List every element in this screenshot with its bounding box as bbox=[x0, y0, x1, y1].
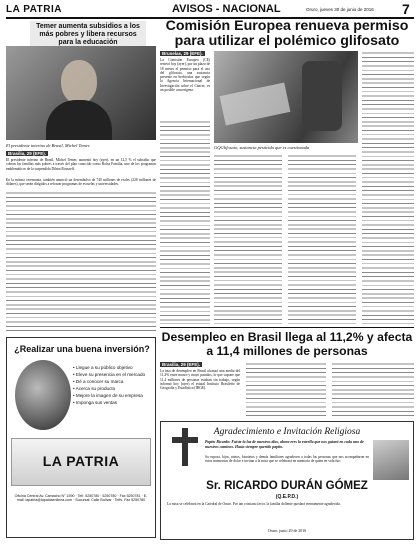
ad-logo-banner bbox=[11, 438, 151, 486]
list-item: • Imponga sus ventas bbox=[73, 400, 118, 405]
newspaper-logo: LA PATRIA bbox=[6, 4, 62, 15]
list-item: • Dé a conocer su marca bbox=[73, 379, 124, 384]
list-item: • Acerca su producto bbox=[73, 386, 116, 391]
list-item: • Eleve su presencia en el mercado bbox=[73, 372, 146, 377]
obituary-epigraph: Papito Ricardo: Fuiste la luz de nuestros días, ahora eres la estrella que nos guiará en cada uno de nuestros caminos. Hasta siempre querido papito. bbox=[205, 440, 364, 449]
bottom-article-col2-text bbox=[246, 362, 326, 418]
top-photo-caption: GQGlifosato, sustancia pesticida que es cuestionada bbox=[214, 145, 310, 150]
bottom-article-dateline: Brasilia, 29 (EFE). bbox=[162, 362, 201, 367]
left-article-continued-text bbox=[6, 191, 156, 334]
list-item: • Llegue a su público objetivo bbox=[73, 365, 133, 370]
bottom-article-p1: La tasa de desempleo en Brasil alcanzó una media del 11,2% entre marzo y mayo pasados, lo que supone que 11,4 millones de personas estaban sin trabajo, según informó hoy (ayer) el estatal Instituto Brasileño de Geografía y Estadística (IBGE). bbox=[160, 369, 240, 391]
qepd-label: (Q.E.P.D.) bbox=[275, 494, 299, 500]
top-article-col1-text bbox=[160, 120, 210, 324]
advertisement bbox=[6, 337, 156, 538]
obituary-notice bbox=[160, 421, 414, 540]
obituary-date: Oruro, junio 29 de 2016 bbox=[267, 528, 307, 533]
obituary-body: Su esposa, hijos, nietos, bisnietos y demás familiares agradecen a todas las personas que nos acompañaron en estos momentos de dolor e invitan a la misa que se celebrará en memoria de quien en vida fue: bbox=[205, 455, 369, 464]
glifosato-photo bbox=[214, 51, 358, 143]
obituary-title: Agradecimiento e Invitación Religiosa bbox=[213, 427, 361, 437]
ad-bullet-list bbox=[73, 364, 153, 406]
top-article-p1: La Comisión Europea (CE) renovó hoy (ayer), por un plazo de 18 meses el permiso para el uso del glifosato, una sustancia presente en herbicidas que según la Agencia Internacional de Investigación sobre el Cáncer, es un posible cancerígeno. bbox=[160, 58, 210, 93]
left-article-p2: En la misma ceremonia, también anunció un desembolso de 740 millones de reales (228 millones de dólares), que serán dirigidos a reforzar programas de escuelas y universidades. bbox=[6, 178, 156, 187]
left-article-p1: El presidente interino de Brasil, Michel Temer, aumentó hoy (ayer), en un 12,5 % el subsidio que cobran las familias más pobres a través del plan conocido como Bolsa Familia, uno de los programas emblemáticos de la suspendida Dilma Rousseff. bbox=[6, 158, 156, 171]
ad-brand: LA PATRIA bbox=[42, 453, 120, 469]
ad-question: ¿Realizar una buena inversión? bbox=[14, 344, 150, 354]
bottom-headline: Desempleo en Brasil llega al 11,2% y afecta a 11,4 millones de personas bbox=[161, 330, 413, 358]
deceased-name: Sr. RICARDO DURÁN GÓMEZ bbox=[206, 480, 368, 492]
top-article-col4-text bbox=[362, 51, 414, 324]
bottom-article-col3-text bbox=[332, 362, 414, 418]
obituary-closing: La misa se celebrará en la Catedral de Oruro. Por tan cristiano favor, la familia doliente quedará eternamente agradecida. bbox=[167, 502, 341, 506]
top-article-col2-text bbox=[214, 154, 282, 324]
top-article-col3-text bbox=[288, 154, 356, 324]
cross-icon bbox=[170, 428, 200, 466]
ad-globe-graphic bbox=[15, 360, 71, 430]
section-label: AVISOS - NACIONAL bbox=[172, 3, 281, 15]
list-item: • Mejore la imagen de su empresa bbox=[73, 393, 143, 398]
page-number: 7 bbox=[402, 1, 410, 17]
left-article-dateline: Brasilia, 29 (EFE). bbox=[8, 151, 47, 156]
temer-photo bbox=[6, 46, 156, 140]
left-photo-caption: El presidente interino de Brasil, Michel Temer. bbox=[6, 143, 91, 148]
top-article-dateline: Bruselas, 29 (EFE). bbox=[162, 51, 203, 56]
section-rule bbox=[160, 327, 414, 328]
portrait-photo bbox=[373, 440, 409, 480]
ad-footer: Oficina Central Av. Camacho N° 1590 · Telf. 5250780 · 5250780 · Fax 5250781 · E-mail: lapatria@lapatriaenlinea.com · Sucursal: Calle Bolívar · Telfs. Fax 5250780 bbox=[14, 494, 148, 503]
left-article-title: Temer aumenta subsidios a los más pobres y libera recursos para la educación bbox=[30, 21, 146, 49]
dateline: Oruro, jueves 30 de junio de 2016 bbox=[306, 7, 374, 12]
top-headline: Comisión Europea renueva permiso para utilizar el polémico glifosato bbox=[165, 18, 409, 49]
